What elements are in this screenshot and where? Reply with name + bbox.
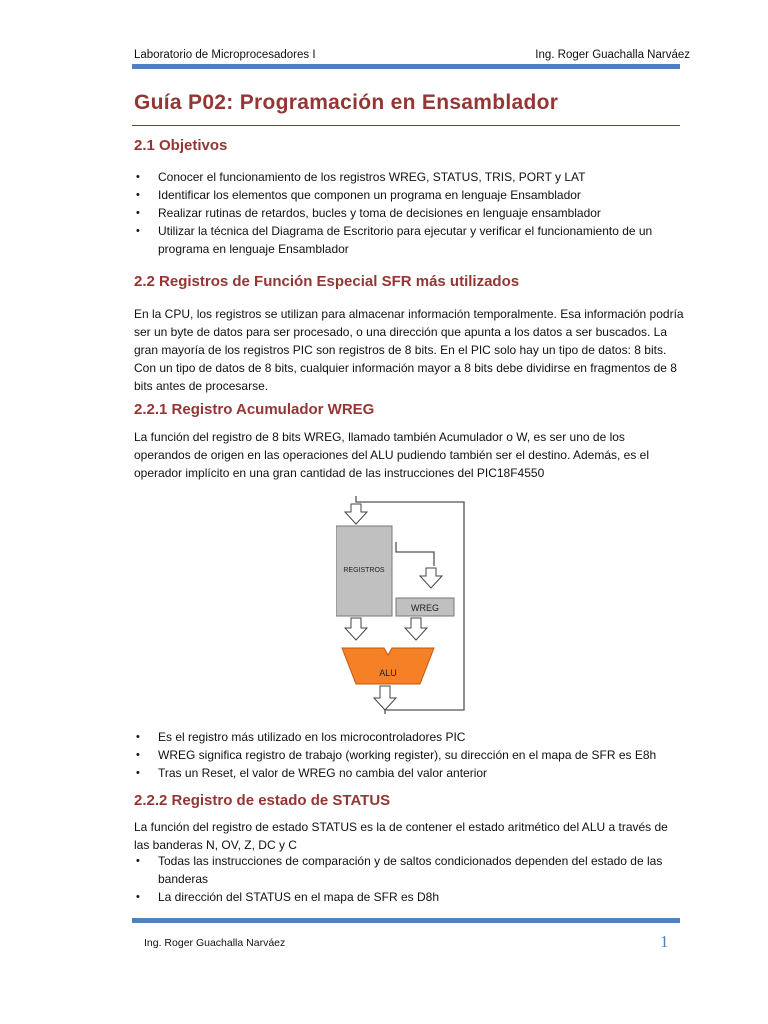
wreg-feedback-line — [396, 542, 434, 566]
footer-rule — [132, 918, 680, 923]
footer-author: Ing. Roger Guachalla Narváez — [144, 937, 286, 949]
status-paragraph: La función del registro de estado STATUS es la de contener el estado aritmético del ALU a través de las banderas N, OV, Z, DC y C — [134, 820, 668, 852]
header-course: Laboratorio de Microprocesadores I — [134, 49, 316, 61]
arrow-icon — [345, 504, 367, 524]
status-heading: 2.2.2 Registro de estado de STATUS — [134, 792, 391, 809]
list-item: • La dirección del STATUS en el mapa de SFR es D8h — [136, 890, 440, 904]
page-number: 1 — [660, 932, 669, 951]
running-header — [134, 46, 690, 64]
list-item: • Identificar los elementos que componen un programa en lenguaje Ensamblador — [136, 188, 581, 202]
arrow-icon — [420, 568, 442, 588]
header-rule — [132, 64, 680, 69]
arrow-icon — [374, 686, 396, 710]
arrow-icon — [405, 618, 427, 640]
list-item: • Realizar rutinas de retardos, bucles y toma de decisiones en lenguaje ensamblador — [136, 206, 601, 220]
status-list — [136, 852, 682, 906]
objectives-heading: 2.1 Objetivos — [134, 137, 228, 154]
wreg-label: WREG — [411, 603, 439, 613]
list-item: • Tras un Reset, el valor de WREG no cambia del valor anterior — [136, 766, 488, 780]
alu-label: ALU — [379, 668, 397, 678]
list-item: • WREG significa registro de trabajo (working register), su dirección en el mapa de SFR es E8h — [136, 748, 657, 762]
sfr-paragraph: En la CPU, los registros se utilizan para almacenar información temporalmente. Esa información podría ser un byte de datos para ser procesado, o una dirección que apunta a los datos a ser buscados. La gran mayoría de los registros PIC son registros de 8 bits. En el PIC solo hay un tipo de datos: 8 bits. Con un tipo de datos de 8 bits, cualquier información mayor a 8 bits debe dividirse en fragmentos de 8 bits antes de procesarse. — [134, 307, 684, 393]
list-item: • Todas las instrucciones de comparación y de saltos condicionados dependen del estado de las banderas — [136, 854, 663, 886]
page-title: Guía P02: Programación en Ensamblador — [134, 91, 559, 114]
wreg-heading: 2.2.1 Registro Acumulador WREG — [134, 401, 375, 418]
registros-label: REGISTROS — [343, 567, 385, 574]
sfr-heading: 2.2 Registros de Función Especial SFR más utilizados — [134, 273, 520, 290]
header-author: Ing. Roger Guachalla Narváez — [535, 49, 690, 61]
arrow-icon — [345, 618, 367, 640]
objectives-list — [136, 168, 682, 258]
list-item: • Conocer el funcionamiento de los registros WREG, STATUS, TRIS, PORT y LAT — [136, 170, 586, 184]
wreg-alu-diagram — [336, 482, 476, 726]
wreg-paragraph: La función del registro de 8 bits WREG, llamado también Acumulador o W, es ser uno de los operandos de origen en las operaciones del ALU pudiendo también ser el destino. Además, es el operador implícito en una gran cantidad de las instrucciones del PIC18F4550 — [134, 430, 650, 480]
list-item: • Es el registro más utilizado en los microcontroladores PIC — [136, 730, 466, 744]
list-item: • Utilizar la técnica del Diagrama de Escritorio para ejecutar y verificar el funcionamiento de un programa en lenguaje Ensamblador — [136, 224, 653, 256]
wreg-list — [136, 728, 682, 782]
alu-shape — [342, 648, 434, 684]
title-rule — [132, 125, 680, 126]
